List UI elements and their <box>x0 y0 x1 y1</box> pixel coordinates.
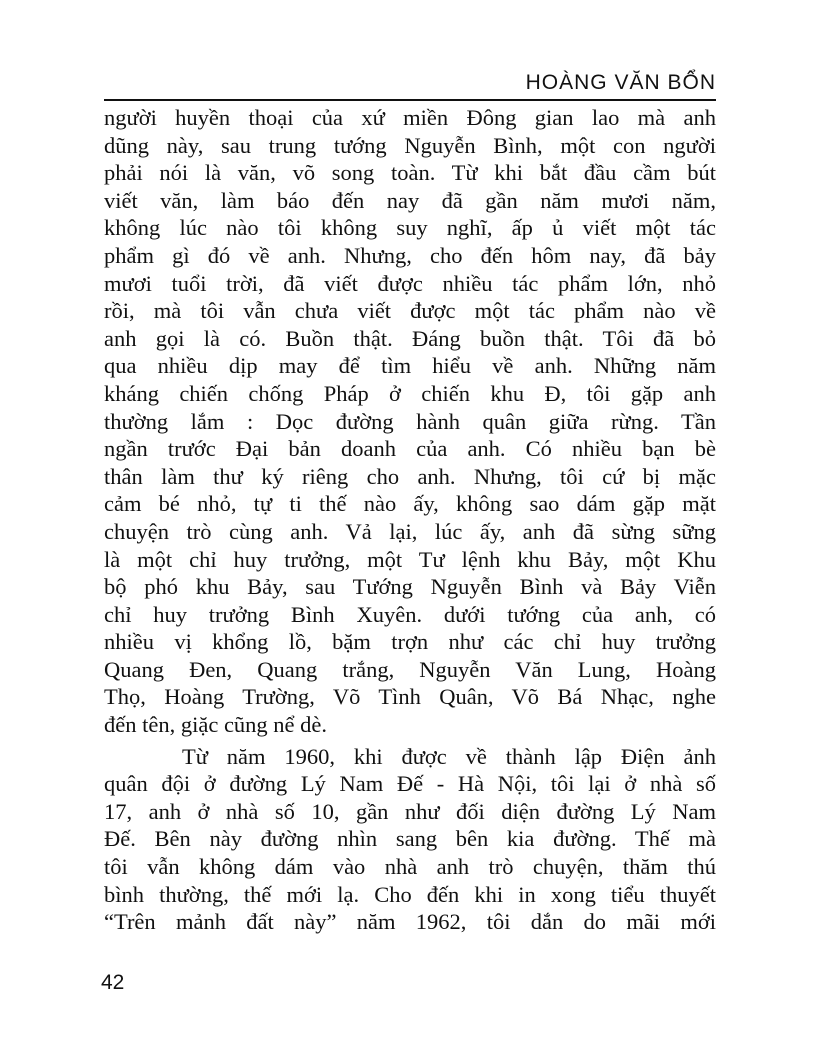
text-line: cảm bé nhỏ, tự ti thế nào ấy, không sao dám gặp mặt <box>104 491 716 517</box>
text-line: bộ phó khu Bảy, sau Tướng Nguyễn Bình và Bảy Viễn <box>104 574 716 600</box>
text-line: Thọ, Hoàng Trường, Võ Tình Quân, Võ Bá Nhạc, nghe <box>104 684 716 710</box>
page-number: 42 <box>101 971 125 994</box>
text-line: Quang Đen, Quang trắng, Nguyễn Văn Lung, Hoàng <box>104 656 716 682</box>
text-line: chuyện trò cùng anh. Vả lại, lúc ấy, anh đã sừng sững <box>104 518 716 544</box>
text-line: tôi vẫn không dám vào nhà anh trò chuyện, thăm thú <box>104 854 716 880</box>
paragraph-1 <box>104 104 716 739</box>
text-line: viết văn, làm báo đến nay đã gần năm mươi năm, <box>104 187 716 213</box>
text-line: thân làm thư ký riêng cho anh. Nhưng, tôi cứ bị mặc <box>104 463 716 489</box>
text-line: là một chỉ huy trưởng, một Tư lệnh khu Bảy, một Khu <box>104 546 716 572</box>
text-line: quân đội ở đường Lý Nam Đế - Hà Nội, tôi lại ở nhà số <box>104 771 716 797</box>
text-line: không lúc nào tôi không suy nghĩ, ấp ủ viết một tác <box>104 215 716 241</box>
text-line: 17, anh ở nhà số 10, gần như đối diện đường Lý Nam <box>104 798 716 824</box>
text-line: qua nhiều dịp may để tìm hiểu về anh. Những năm <box>104 353 716 379</box>
text-line: kháng chiến chống Pháp ở chiến khu Đ, tôi gặp anh <box>104 380 716 406</box>
text-line: anh gọi là có. Buồn thật. Đáng buồn thật. Tôi đã bỏ <box>104 325 716 351</box>
text-line: “Trên mảnh đất này” năm 1962, tôi dắn do mãi mới <box>104 909 716 935</box>
text-line: rồi, mà tôi vẫn chưa viết được một tác phẩm nào về <box>104 298 716 324</box>
text-line: bình thường, thế mới lạ. Cho đến khi in xong tiểu thuyết <box>104 881 716 907</box>
header-rule <box>104 99 716 101</box>
text-line: thường lắm : Dọc đường hành quân giữa rừng. Tần <box>104 408 716 434</box>
text-line: ngần trước Đại bản doanh của anh. Có nhiều bạn bè <box>104 436 716 462</box>
text-line: phải nói là văn, võ song toàn. Từ khi bắt đầu cầm bút <box>104 160 716 186</box>
text-line: chỉ huy trưởng Bình Xuyên. dưới tướng của anh, có <box>104 601 716 627</box>
text-line: dũng này, sau trung tướng Nguyễn Bình, một con người <box>104 132 716 158</box>
text-line: mươi tuổi trời, đã viết được nhiều tác phẩm lớn, nhỏ <box>104 270 716 296</box>
text-line: đến tên, giặc cũng nể dè. <box>104 712 328 738</box>
paragraph-2 <box>104 743 716 936</box>
text-line: Từ năm 1960, khi được về thành lập Điện ảnh <box>182 743 716 769</box>
page-body <box>104 104 716 940</box>
running-header: HOÀNG VĂN BỔN <box>525 71 716 94</box>
text-line: người huyền thoại của xứ miền Đông gian lao mà anh <box>104 105 716 130</box>
text-line: phẩm gì đó về anh. Nhưng, cho đến hôm nay, đã bảy <box>104 242 716 268</box>
text-line: Đế. Bên này đường nhìn sang bên kia đường. Thế mà <box>104 826 716 852</box>
text-line: nhiều vị khổng lồ, bặm trợn như các chỉ huy trưởng <box>104 629 716 655</box>
